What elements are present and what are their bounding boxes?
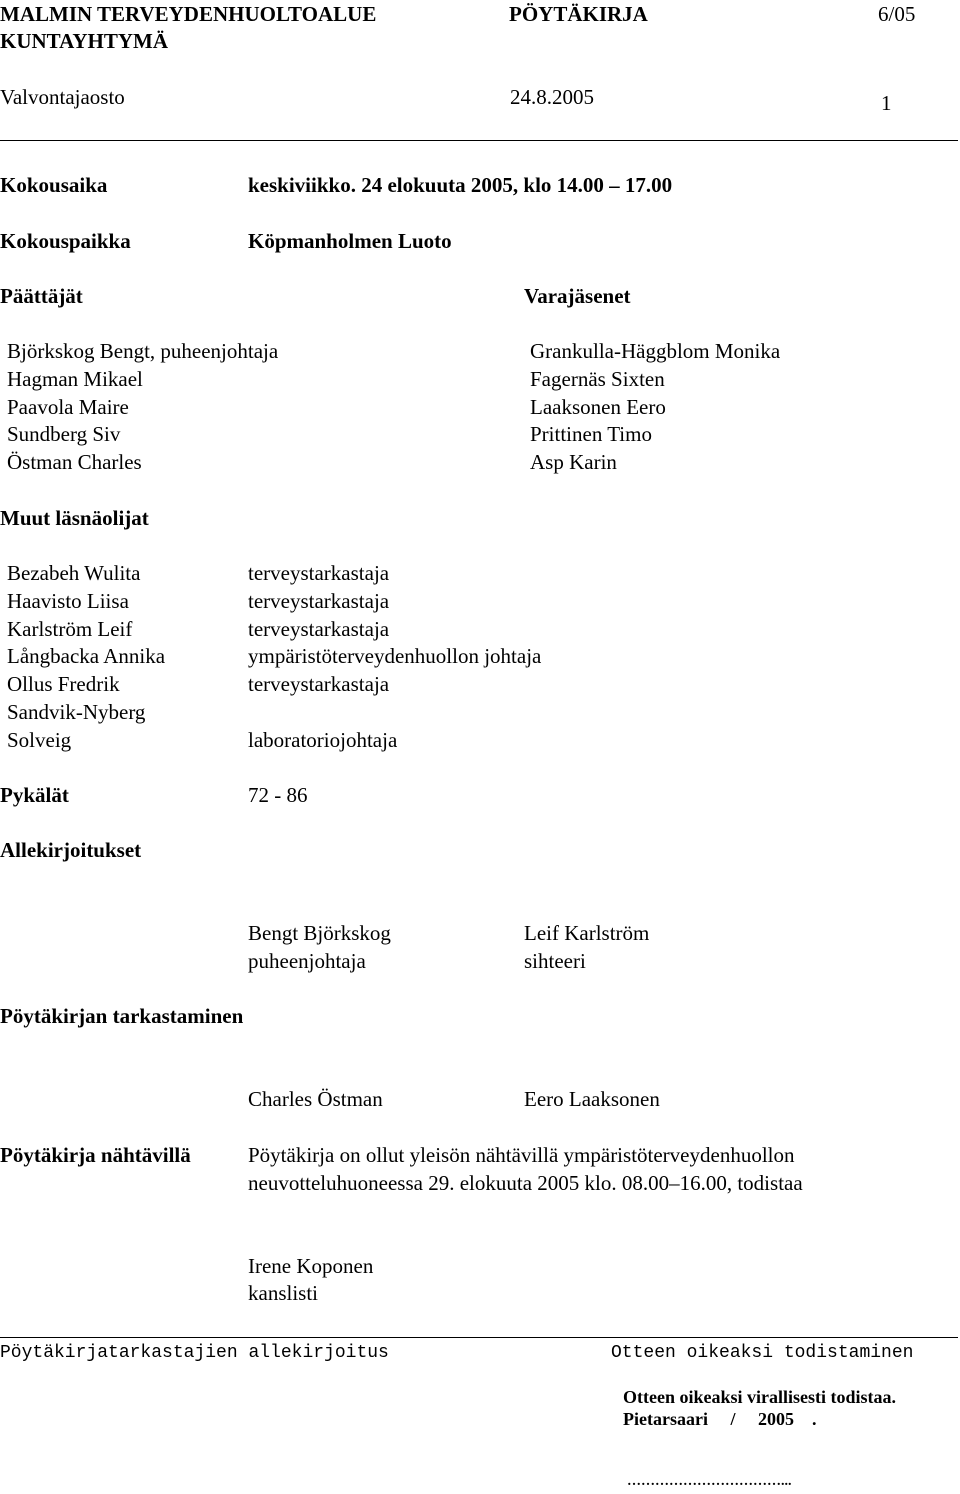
document-type: PÖYTÄKIRJA (509, 2, 648, 26)
attendee-name: Haavisto Liisa (7, 588, 129, 613)
attendee-role (248, 699, 541, 727)
page-number: 1 (881, 91, 892, 115)
clerk-name: Irene Koponen (248, 1254, 374, 1278)
substitute-name: Laaksonen Eero (530, 394, 666, 419)
attendee-name: Bezabeh Wulita (7, 561, 141, 585)
certified-copy-caption: Otteen oikeaksi todistaminen (611, 1343, 914, 1363)
decider-name: Östman Charles (7, 450, 142, 475)
reviewer-name: Eero Laaksonen (524, 1087, 660, 1111)
document-number: 6/05 (878, 2, 916, 26)
public-display-label: Pöytäkirja nähtävillä (0, 1143, 191, 1167)
signature-line: ……………………………... (627, 1474, 792, 1489)
secretary-role: sihteeri (524, 949, 586, 973)
meeting-time-value: keskiviikko. 24 elokuuta 2005, klo 14.00 – 17.00 (248, 173, 673, 197)
other-attendees-label: Muut läsnäolijat (0, 506, 149, 530)
substitutes-list (530, 338, 780, 477)
attendee-role: terveystarkastaja (248, 561, 390, 585)
organization-name-line2: KUNTAYHTYMÄ (0, 29, 169, 53)
attendee-name: Långbacka Annika (7, 644, 166, 669)
header-divider (0, 140, 958, 141)
deciders-list (7, 338, 278, 477)
committee-name: Valvontajaosto (0, 85, 125, 109)
decider-name: Björkskog Bengt, puheenjohtaja (7, 339, 279, 363)
other-attendees-names (7, 560, 165, 755)
substitute-name: Prittinen Timo (530, 422, 652, 447)
attendee-name: Karlström Leif (7, 616, 133, 641)
footer-divider (0, 1337, 958, 1338)
substitutes-label: Varajäsenet (524, 284, 631, 308)
other-attendees-roles (248, 560, 541, 755)
attendee-name: Solveig (7, 727, 72, 752)
meeting-time-label: Kokousaika (0, 173, 108, 197)
public-display-text-line2: neuvotteluhuoneessa 29. elokuuta 2005 klo. 08.00–16.00, todistaa (248, 1171, 803, 1195)
attendee-role: terveystarkastaja (248, 672, 390, 697)
chair-name: Bengt Björkskog (248, 921, 391, 945)
certification-place-date: Pietarsaari / 2005 . (623, 1409, 817, 1429)
meeting-date: 24.8.2005 (510, 85, 594, 109)
reviewer-name: Charles Östman (248, 1087, 383, 1111)
sections-value: 72 - 86 (248, 783, 308, 807)
organization-name: MALMIN TERVEYDENHUOLTOALUE (0, 2, 377, 26)
decider-name: Sundberg Siv (7, 422, 121, 447)
attendee-role: terveystarkastaja (248, 588, 390, 613)
meeting-place-value: Köpmanholmen Luoto (248, 229, 452, 253)
certification-statement: Otteen oikeaksi virallisesti todistaa. (623, 1387, 896, 1407)
sections-label: Pykälät (0, 783, 69, 807)
signatures-label: Allekirjoitukset (0, 838, 142, 862)
secretary-name: Leif Karlström (524, 921, 650, 945)
substitute-name: Grankulla-Häggblom Monika (530, 339, 781, 363)
public-display-text-line1: Pöytäkirja on ollut yleisön nähtävillä ympäristöterveydenhuollon (248, 1143, 795, 1167)
deciders-label: Päättäjät (0, 284, 83, 308)
attendee-role: ympäristöterveydenhuollon johtaja (248, 644, 542, 669)
review-label: Pöytäkirjan tarkastaminen (0, 1004, 244, 1028)
reviewers-signature-caption: Pöytäkirjatarkastajien allekirjoitus (0, 1343, 389, 1363)
substitute-name: Asp Karin (530, 450, 617, 475)
attendee-role: laboratoriojohtaja (248, 727, 398, 752)
meeting-place-label: Kokouspaikka (0, 229, 131, 253)
chair-role: puheenjohtaja (248, 949, 366, 973)
decider-name: Hagman Mikael (7, 366, 143, 391)
decider-name: Paavola Maire (7, 394, 129, 419)
attendee-role: terveystarkastaja (248, 616, 390, 641)
clerk-role: kanslisti (248, 1281, 319, 1305)
attendee-name: Ollus Fredrik (7, 672, 120, 697)
substitute-name: Fagernäs Sixten (530, 366, 665, 391)
attendee-name: Sandvik-Nyberg (7, 699, 146, 724)
